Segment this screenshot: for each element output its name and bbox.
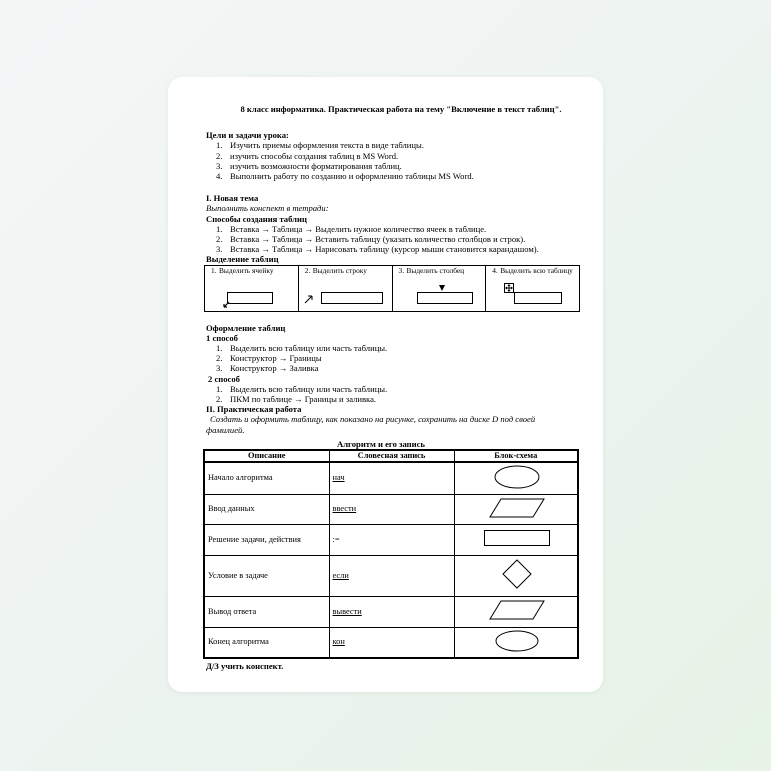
column-header: Блок-схема [454, 450, 578, 462]
table-row [204, 555, 578, 596]
shape-cell [454, 494, 578, 524]
word-cell: := [329, 524, 454, 555]
terminator-ellipse-icon [494, 465, 540, 489]
list-item: 3. изучить возможности форматирования таблиц. [216, 160, 402, 171]
algo-caption: Алгоритм и его запись [337, 438, 425, 449]
description-cell: Вывод ответа [204, 596, 329, 627]
column-header: Словесная запись [329, 450, 454, 462]
list-item: 2. ПКМ по таблице → Границы и заливка. [216, 394, 377, 405]
list-item: 1. Выделить всю таблицу или часть таблицы. [216, 343, 388, 354]
creation-list [214, 224, 586, 255]
table-row [204, 524, 578, 555]
way1-heading: 1 способ [206, 332, 238, 343]
goals-list [214, 140, 586, 181]
table-header-row [204, 450, 578, 462]
list-item: 2. изучить способы создания таблиц в MS Word. [216, 150, 399, 161]
algorithm-table [203, 449, 579, 659]
terminator-ellipse-icon [495, 630, 539, 652]
list-item: 1. Выделить всю таблицу или часть таблицы. [216, 383, 388, 394]
document-page [206, 104, 586, 671]
process-rectangle-icon [484, 530, 550, 546]
page-title: 8 класс информатика. Практическая работа на тему "Включение в текст таблиц". [240, 104, 562, 114]
section1-note: Выполнить конспект в тетради: [206, 203, 329, 214]
way2-heading: 2 способ [208, 373, 240, 384]
column-select-arrow-icon [438, 284, 446, 292]
shape-cell [454, 524, 578, 555]
description-cell: Начало алгоритма [204, 462, 329, 494]
section1-heading: I. Новая тема [206, 193, 259, 204]
shape-cell [454, 596, 578, 627]
selection-table [204, 265, 580, 312]
description-cell: Решение задачи, действия [204, 524, 329, 555]
word-cell: ввести [329, 494, 454, 524]
description-cell: Конец алгоритма [204, 627, 329, 658]
decision-diamond-icon [502, 559, 532, 589]
shape-cell [454, 462, 578, 494]
list-item: 4. Выполнить работу по созданию и оформлению таблицы MS Word. [216, 171, 474, 182]
shape-cell [454, 627, 578, 658]
cursor-arrow-icon [223, 300, 231, 308]
list-item: 3. Вставка → Таблица → Нарисовать таблицу (курсор мыши становится карандашом). [216, 244, 539, 255]
list-item: 1. Изучить приемы оформления текста в виде таблицы. [216, 140, 424, 151]
input-parallelogram-icon [489, 498, 545, 518]
selection-heading: Выделение таблиц [206, 254, 279, 265]
section2-heading: II. Практическая работа [206, 404, 302, 415]
table-row [204, 596, 578, 627]
creation-heading: Способы создания таблиц [206, 213, 307, 224]
table-row [204, 462, 578, 494]
description-cell: Условие в задаче [204, 555, 329, 596]
row-select-arrow-icon [304, 294, 314, 304]
word-cell: кон [329, 627, 454, 658]
output-parallelogram-icon [489, 600, 545, 620]
word-cell: нач [329, 462, 454, 494]
word-cell: если [329, 555, 454, 596]
format-heading: Оформление таблиц [206, 322, 286, 333]
selection-cell: 3. Выделить столбец [392, 265, 486, 311]
way2-list [214, 384, 586, 404]
goals-heading: Цели и задачи урока: [206, 130, 289, 141]
selection-cell: 4. Выделить всю таблицу [486, 265, 580, 311]
selection-cell: 2. Выделить строку [298, 265, 392, 311]
list-item: 2. Конструктор → Границы [216, 353, 322, 364]
list-item: 3. Конструктор → Заливка [216, 363, 319, 374]
list-item: 1. Вставка → Таблица → Выделить нужное количество ячеек в таблице. [216, 223, 487, 234]
column-header: Описание [204, 450, 329, 462]
table-move-handle-icon [504, 283, 514, 293]
homework-text: Д/З учить конспект. [206, 661, 284, 672]
table-row [204, 627, 578, 658]
section2-task: Создать и оформить таблицу, как показано на рисунке, сохранить на диске D под своей фамилией. [206, 414, 536, 435]
way1-list [214, 343, 586, 374]
word-cell: вывести [329, 596, 454, 627]
table-row [204, 494, 578, 524]
list-item: 2. Вставка → Таблица → Вставить таблицу (указать количество столбцов и строк). [216, 234, 526, 245]
selection-cell: 1. Выделить ячейку [205, 265, 299, 311]
description-cell: Ввод данных [204, 494, 329, 524]
shape-cell [454, 555, 578, 596]
